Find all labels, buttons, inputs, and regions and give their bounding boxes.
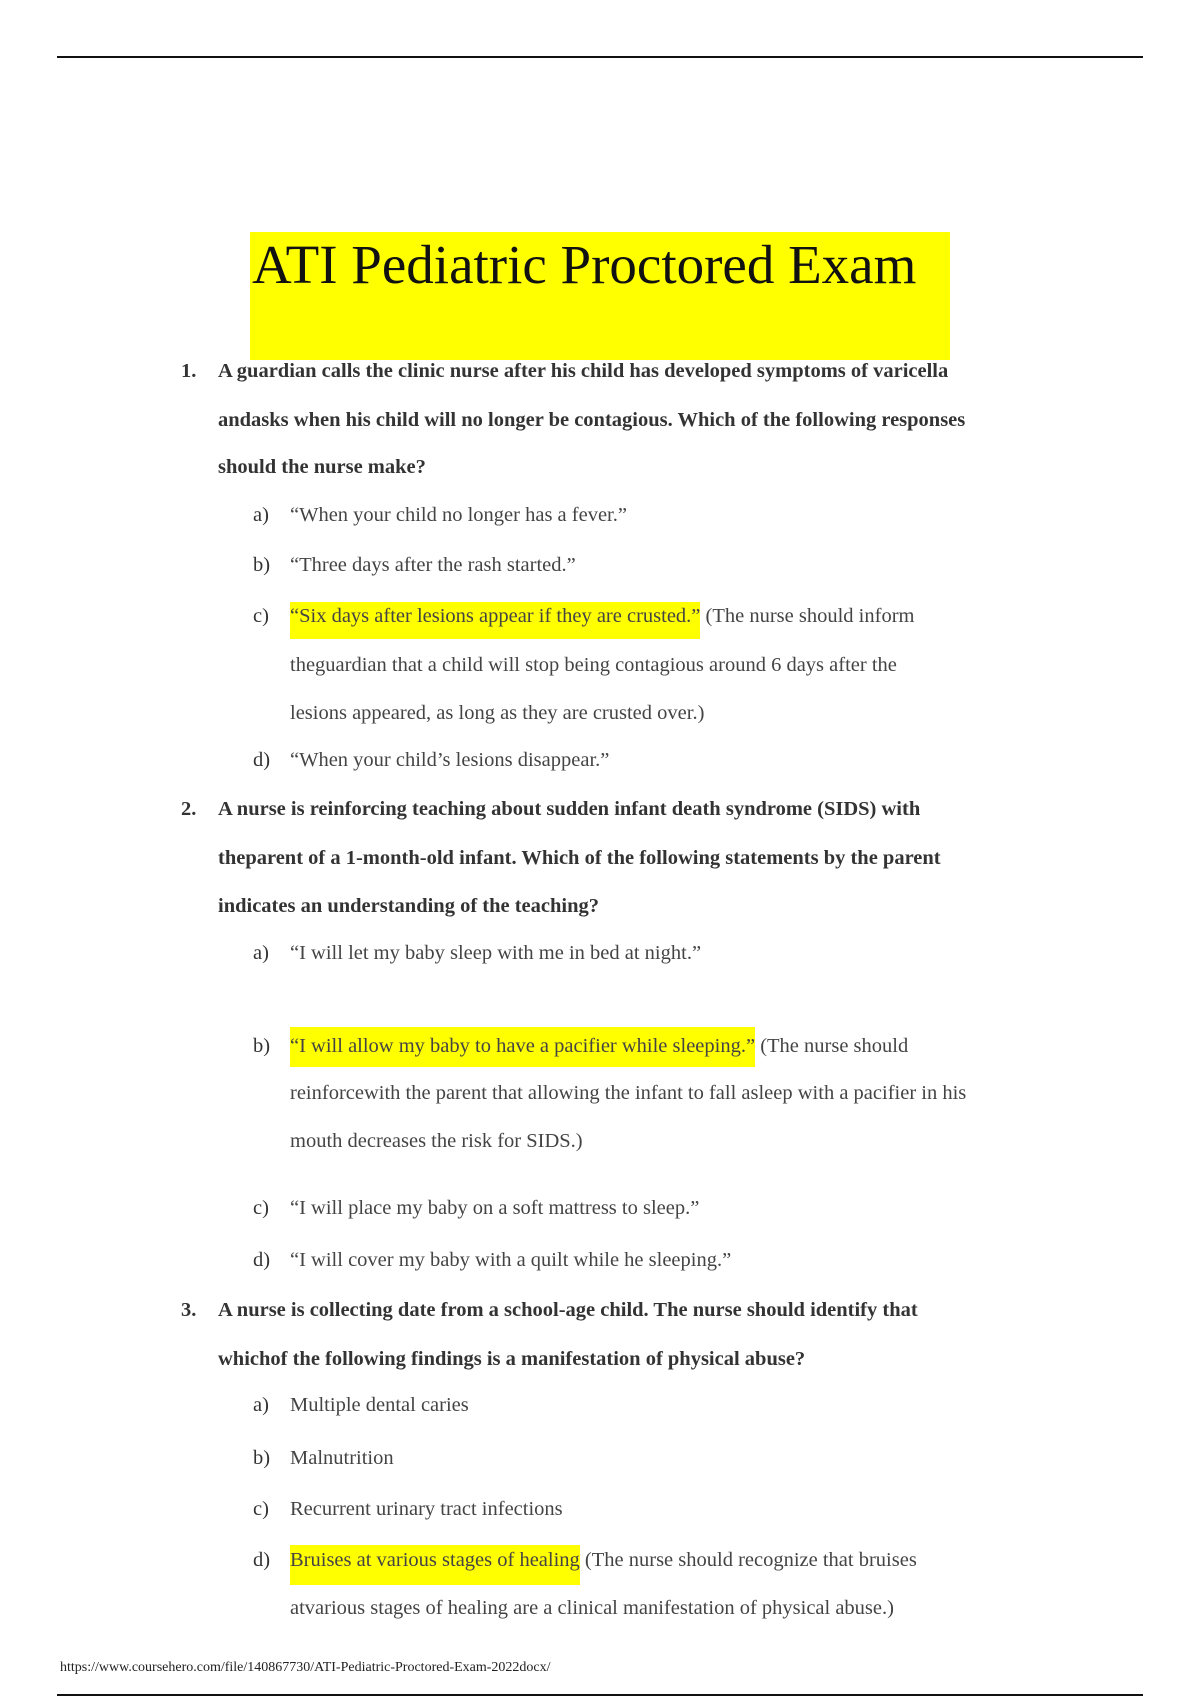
question-number: 2.: [181, 798, 197, 820]
option-text: “I will let my baby sleep with me in bed at night.”: [290, 942, 702, 964]
question-stem-line: theparent of a 1-month-old infant. Which of the following statements by the parent: [218, 847, 941, 869]
question-stem-line: A nurse is reinforcing teaching about sudden infant death syndrome (SIDS) with: [218, 798, 921, 820]
rationale-text: theguardian that a child will stop being contagious around 6 days after the: [290, 654, 897, 676]
rationale-text: (The nurse should: [755, 1035, 909, 1057]
option-text: “Three days after the rash started.”: [290, 554, 576, 576]
rationale-text: mouth decreases the risk for SIDS.): [290, 1130, 583, 1152]
option-text: “When your child no longer has a fever.”: [290, 504, 627, 526]
option-letter: d): [253, 1549, 271, 1571]
question-stem-line: andasks when his child will no longer be contagious. Which of the following responses: [218, 409, 966, 431]
rationale-text: reinforcewith the parent that allowing the infant to fall asleep with a pacifier in his: [290, 1082, 967, 1104]
question-stem-line: A guardian calls the clinic nurse after his child has developed symptoms of varicella: [218, 360, 949, 382]
source-url: https://www.coursehero.com/file/140867730/ATI-Pediatric-Proctored-Exam-2022docx/: [60, 1660, 551, 1675]
option-letter: a): [253, 1394, 269, 1416]
question-number: 1.: [181, 360, 197, 382]
correct-answer-line: [290, 605, 914, 628]
option-text: Multiple dental caries: [290, 1394, 469, 1416]
correct-answer-highlight: Bruises at various stages of healing: [290, 1545, 580, 1585]
correct-answer-line: [290, 1035, 908, 1058]
page-title: ATI Pediatric Proctored Exam: [252, 234, 917, 295]
rationale-text: lesions appeared, as long as they are crusted over.): [290, 702, 705, 724]
question-number: 3.: [181, 1299, 197, 1321]
option-letter: a): [253, 504, 269, 526]
option-letter: b): [253, 554, 271, 576]
option-letter: d): [253, 1249, 271, 1271]
option-letter: c): [253, 1197, 269, 1219]
option-text: Malnutrition: [290, 1447, 394, 1469]
question-stem-line: indicates an understanding of the teaching?: [218, 895, 600, 917]
rationale-text: atvarious stages of healing are a clinical manifestation of physical abuse.): [290, 1597, 894, 1619]
option-letter: c): [253, 605, 269, 627]
option-text: Recurrent urinary tract infections: [290, 1498, 563, 1520]
correct-answer-highlight: “Six days after lesions appear if they are crusted.”: [290, 602, 700, 639]
option-text: “I will place my baby on a soft mattress to sleep.”: [290, 1197, 700, 1219]
option-letter: a): [253, 942, 269, 964]
option-letter: b): [253, 1035, 271, 1057]
option-text: “When your child’s lesions disappear.”: [290, 749, 610, 771]
bottom-rule: [57, 1694, 1143, 1696]
option-text: “I will cover my baby with a quilt while he sleeping.”: [290, 1249, 732, 1271]
option-letter: c): [253, 1498, 269, 1520]
question-stem-line: whichof the following findings is a manifestation of physical abuse?: [218, 1348, 806, 1370]
rationale-text: (The nurse should inform: [700, 605, 915, 627]
question-stem-line: A nurse is collecting date from a school-age child. The nurse should identify that: [218, 1299, 918, 1321]
top-rule: [57, 56, 1143, 58]
correct-answer-highlight: “I will allow my baby to have a pacifier while sleeping.”: [290, 1027, 755, 1067]
option-letter: b): [253, 1447, 271, 1469]
rationale-text: (The nurse should recognize that bruises: [579, 1549, 917, 1571]
option-letter: d): [253, 749, 271, 771]
question-stem-line: should the nurse make?: [218, 456, 426, 478]
correct-answer-line: [290, 1549, 917, 1572]
